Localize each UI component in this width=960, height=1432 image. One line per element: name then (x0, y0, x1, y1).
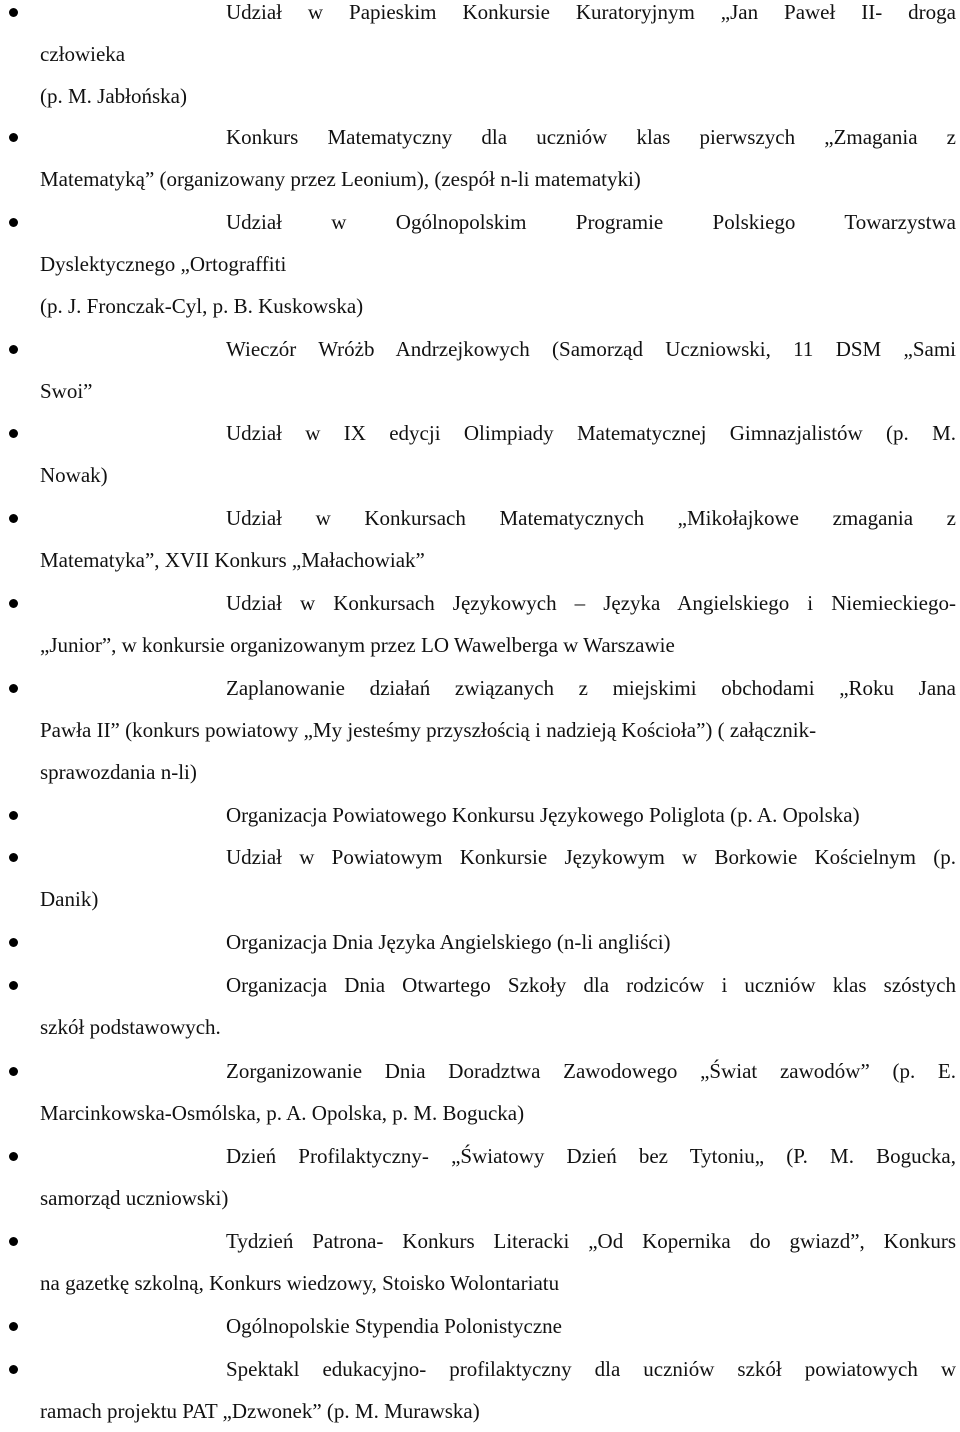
list-item (40, 1305, 956, 1347)
list-item-text: Ogólnopolskie Stypendia Polonistyczne (226, 1314, 562, 1338)
list-item-text: Zorganizowanie Dnia Doradztwa Zawodowego „Świat zawodów” (p. E. (226, 1059, 956, 1083)
bullet-icon (9, 599, 18, 608)
bullet-icon (9, 853, 18, 862)
bullet-icon (9, 1067, 18, 1076)
list-item-text: Udział w Ogólnopolskim Programie Polskiego Towarzystwa (226, 210, 956, 234)
list-item-continuation: Danik) (40, 887, 99, 911)
list-item-text: Zaplanowanie działań związanych z miejskimi obchodami „Roku Jana (226, 676, 956, 700)
list-item (40, 1220, 956, 1304)
bullet-icon (9, 345, 18, 354)
bullet-icon (9, 1365, 18, 1374)
list-item-continuation: ramach projektu PAT „Dzwonek” (p. M. Murawska) (40, 1399, 480, 1423)
list-item (40, 0, 956, 117)
list-item-text: Spektakl edukacyjno- profilaktyczny dla uczniów szkół powiatowych w (226, 1357, 956, 1381)
list-item-continuation: Pawła II” (konkurs powiatowy „My jesteśmy przyszłością i nadzieją Kościoła”) ( załącznik- (40, 718, 817, 742)
bullet-icon (9, 981, 18, 990)
list-item (40, 412, 956, 496)
list-item-continuation: Matematyką” (organizowany przez Leonium), (zespół n-li matematyki) (40, 167, 641, 191)
list-item-continuation: Dyslektycznego „Ortograffiti (40, 252, 287, 276)
bullet-icon (9, 938, 18, 947)
list-item-text: Wieczór Wróżb Andrzejkowych (Samorząd Uczniowski, 11 DSM „Sami (226, 337, 956, 361)
bullet-icon (9, 1152, 18, 1161)
list-item (40, 794, 956, 836)
bullet-icon (9, 8, 18, 17)
bullet-icon (9, 811, 18, 820)
list-item-continuation: Marcinkowska-Osmólska, p. A. Opolska, p. M. Bogucka) (40, 1101, 525, 1125)
list-item (40, 921, 956, 963)
list-item-text: Udział w IX edycji Olimpiady Matematycznej Gimnazjalistów (p. M. (226, 421, 956, 445)
list-item-text: Udział w Konkursach Językowych – Języka Angielskiego i Niemieckiego- (226, 591, 956, 615)
list-item-text: Dzień Profilaktyczny- „Światowy Dzień bez Tytoniu„ (P. M. Bogucka, (226, 1144, 956, 1168)
list-item (40, 1135, 956, 1219)
bullet-icon (9, 684, 18, 693)
list-item (40, 667, 956, 793)
bullet-icon (9, 514, 18, 523)
bullet-icon (9, 1237, 18, 1246)
list-item-continuation: Matematyka”, XVII Konkurs „Małachowiak” (40, 548, 425, 572)
bullet-icon (9, 218, 18, 227)
list-item (40, 1050, 956, 1134)
list-item-continuation: „Junior”, w konkursie organizowanym przez LO Wawelberga w Warszawie (40, 633, 675, 657)
list-item (40, 201, 956, 327)
list-item-continuation: sprawozdania n-li) (40, 760, 197, 784)
list-item-text: Konkurs Matematyczny dla uczniów klas pierwszych „Zmagania z (226, 125, 956, 149)
bullet-icon (9, 429, 18, 438)
list-item-continuation: na gazetkę szkolną, Konkurs wiedzowy, Stoisko Wolontariatu (40, 1271, 560, 1295)
list-item-text: Organizacja Dnia Języka Angielskiego (n-li angliści) (226, 930, 671, 954)
list-item-continuation: (p. M. Jabłońska) (40, 84, 187, 108)
list-item-text: Udział w Powiatowym Konkursie Językowym w Borkowie Kościelnym (p. (226, 845, 956, 869)
list-item (40, 1348, 956, 1432)
list-item-text: Organizacja Dnia Otwartego Szkoły dla rodziców i uczniów klas szóstych (226, 973, 956, 997)
bullet-icon (9, 133, 18, 142)
list-item (40, 836, 956, 920)
list-item (40, 328, 956, 412)
list-item-continuation: człowieka (40, 42, 126, 66)
list-item (40, 582, 956, 666)
list-item (40, 497, 956, 581)
list-item-continuation: szkół podstawowych. (40, 1015, 221, 1039)
list-item-text: Udział w Konkursach Matematycznych „Mikołajkowe zmagania z (226, 506, 956, 530)
list-item (40, 964, 956, 1048)
list-item-continuation: samorząd uczniowski) (40, 1186, 229, 1210)
list-item-continuation: Nowak) (40, 463, 108, 487)
list-item-continuation: (p. J. Fronczak-Cyl, p. B. Kuskowska) (40, 294, 364, 318)
bullet-icon (9, 1322, 18, 1331)
list-item-text: Tydzień Patrona- Konkurs Literacki „Od Kopernika do gwiazd”, Konkurs (226, 1229, 956, 1253)
list-item (40, 116, 956, 200)
list-item-text: Organizacja Powiatowego Konkursu Językowego Poliglota (p. A. Opolska) (226, 803, 860, 827)
list-item-continuation: Swoi” (40, 379, 93, 403)
list-item-text: Udział w Papieskim Konkursie Kuratoryjnym „Jan Paweł II- droga (226, 0, 956, 24)
